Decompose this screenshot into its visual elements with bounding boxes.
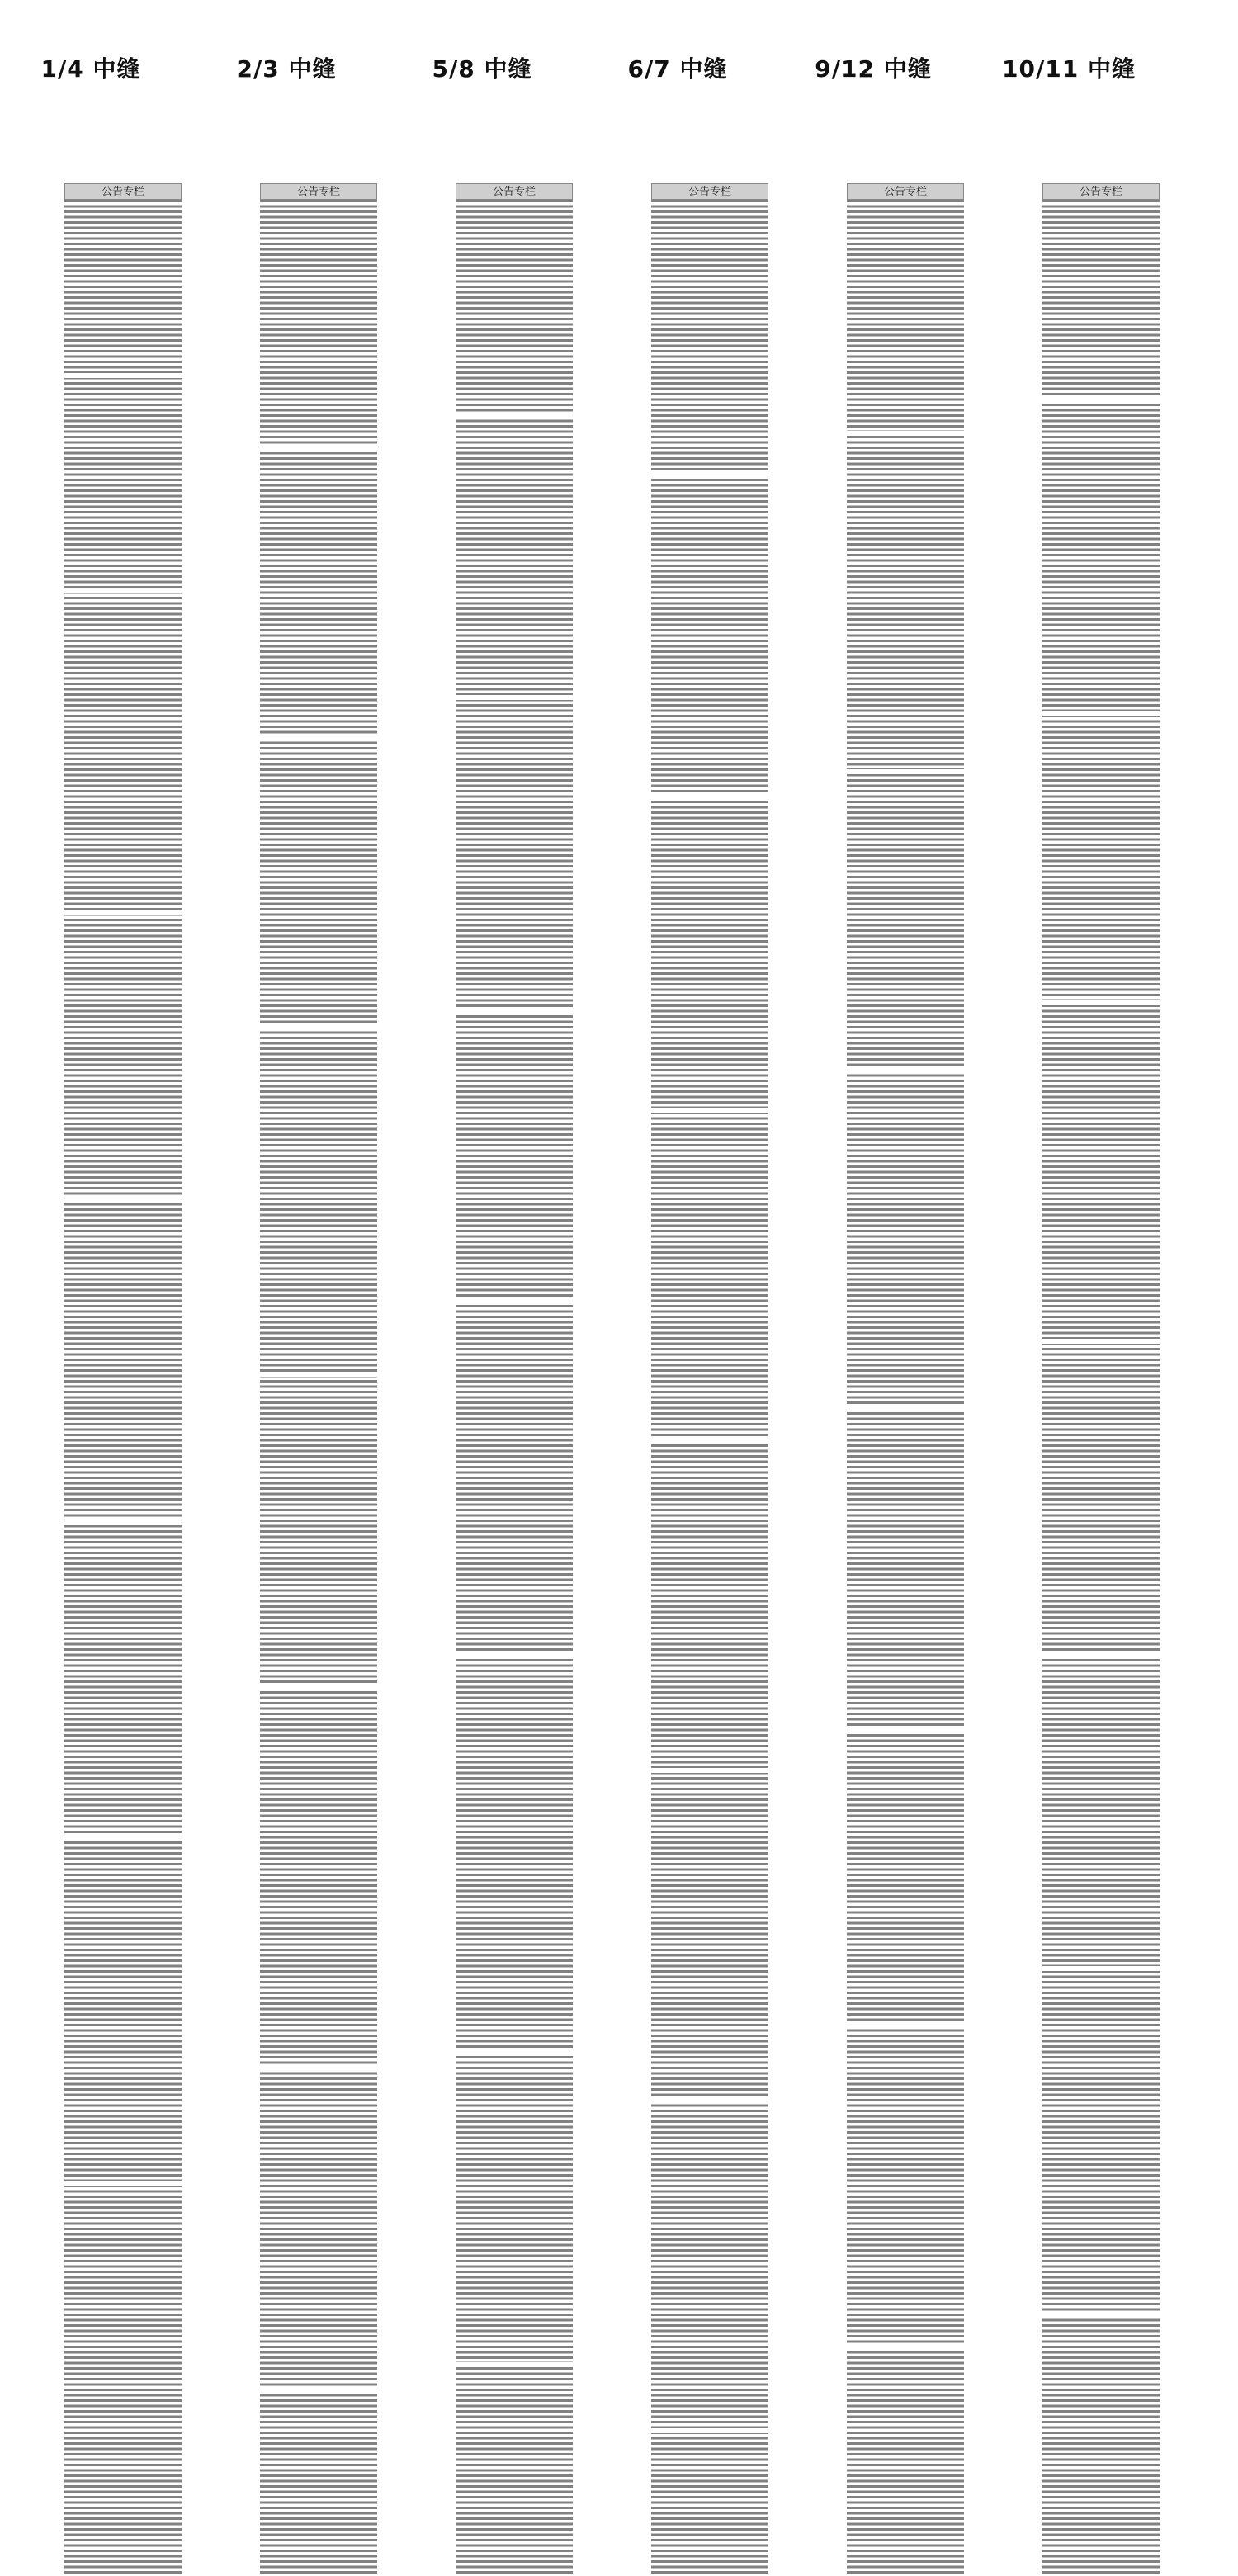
column-6-7 bbox=[587, 0, 768, 2576]
notice-body-text bbox=[456, 200, 573, 2574]
column-title: 10/11 中缝 bbox=[1002, 55, 1136, 83]
notice-header: 公告专栏 bbox=[847, 183, 964, 200]
notice-header: 公告专栏 bbox=[456, 183, 573, 200]
notice-body-text bbox=[651, 200, 768, 2574]
notice-header: 公告专栏 bbox=[1042, 183, 1160, 200]
notice-strip bbox=[456, 183, 573, 2574]
column-title: 2/3 中缝 bbox=[236, 55, 337, 83]
notice-body-text bbox=[847, 200, 964, 2574]
column-title: 9/12 中缝 bbox=[815, 55, 932, 83]
column-9-12 bbox=[782, 0, 964, 2576]
notice-header: 公告专栏 bbox=[260, 183, 377, 200]
column-5-8 bbox=[391, 0, 573, 2576]
column-title: 6/7 中缝 bbox=[627, 55, 728, 83]
column-2-3 bbox=[196, 0, 377, 2576]
column-title: 1/4 中缝 bbox=[40, 55, 141, 83]
column-title: 5/8 中缝 bbox=[432, 55, 532, 83]
notice-body-text bbox=[1042, 200, 1160, 2574]
notice-header: 公告专栏 bbox=[651, 183, 768, 200]
column-10-11 bbox=[978, 0, 1160, 2576]
notice-body-text bbox=[64, 200, 182, 2574]
notice-strip bbox=[64, 183, 182, 2574]
notice-strip bbox=[651, 183, 768, 2574]
notice-header: 公告专栏 bbox=[64, 183, 182, 200]
column-1-4 bbox=[0, 0, 182, 2576]
notice-body-text bbox=[260, 200, 377, 2574]
notice-strip bbox=[1042, 183, 1160, 2574]
notice-strip bbox=[260, 183, 377, 2574]
notice-strip bbox=[847, 183, 964, 2574]
